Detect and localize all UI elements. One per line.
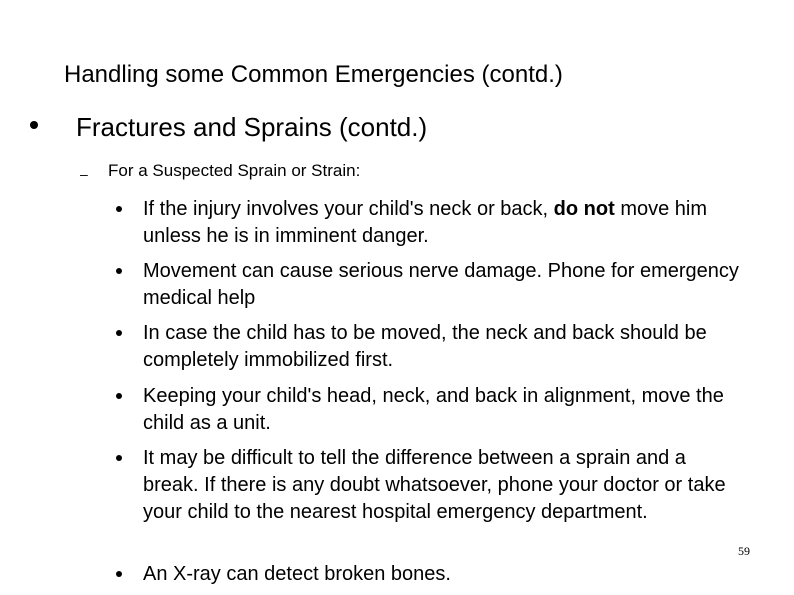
- list-item-text: An X-ray can detect broken bones.: [143, 563, 451, 585]
- level2-text: For a Suspected Sprain or Strain:: [108, 161, 361, 180]
- bullet-dot-icon: [30, 121, 38, 129]
- list-item-text: It may be difficult to tell the difference between a sprain and a break. If there is any doubt whatsoever, phone your doctor or take your child to the nearest hospital emergency department.: [143, 447, 726, 523]
- bullet-dot-icon: [116, 330, 122, 336]
- page-number: 59: [738, 544, 750, 558]
- dash-bullet-icon: –: [80, 166, 88, 182]
- bullet-dot-icon: [116, 571, 122, 577]
- bullet-dot-icon: [116, 206, 122, 212]
- level1-text: Fractures and Sprains (contd.): [76, 112, 428, 142]
- list-item-text: Movement can cause serious nerve damage. Phone for emergency medical help: [143, 260, 739, 309]
- bullet-dot-icon: [116, 268, 122, 274]
- bullet-dot-icon: [116, 393, 122, 399]
- list-item-text: If the injury involves your child's neck or back, do not move him unless he is in imminent danger.: [143, 198, 708, 247]
- slide-title: Handling some Common Emergencies (contd.): [64, 61, 563, 88]
- bullet-dot-icon: [116, 455, 122, 461]
- list-item-text: In case the child has to be moved, the neck and back should be completely immobilized first.: [143, 322, 707, 371]
- list-item-text: Keeping your child's head, neck, and back in alignment, move the child as a unit.: [143, 385, 724, 434]
